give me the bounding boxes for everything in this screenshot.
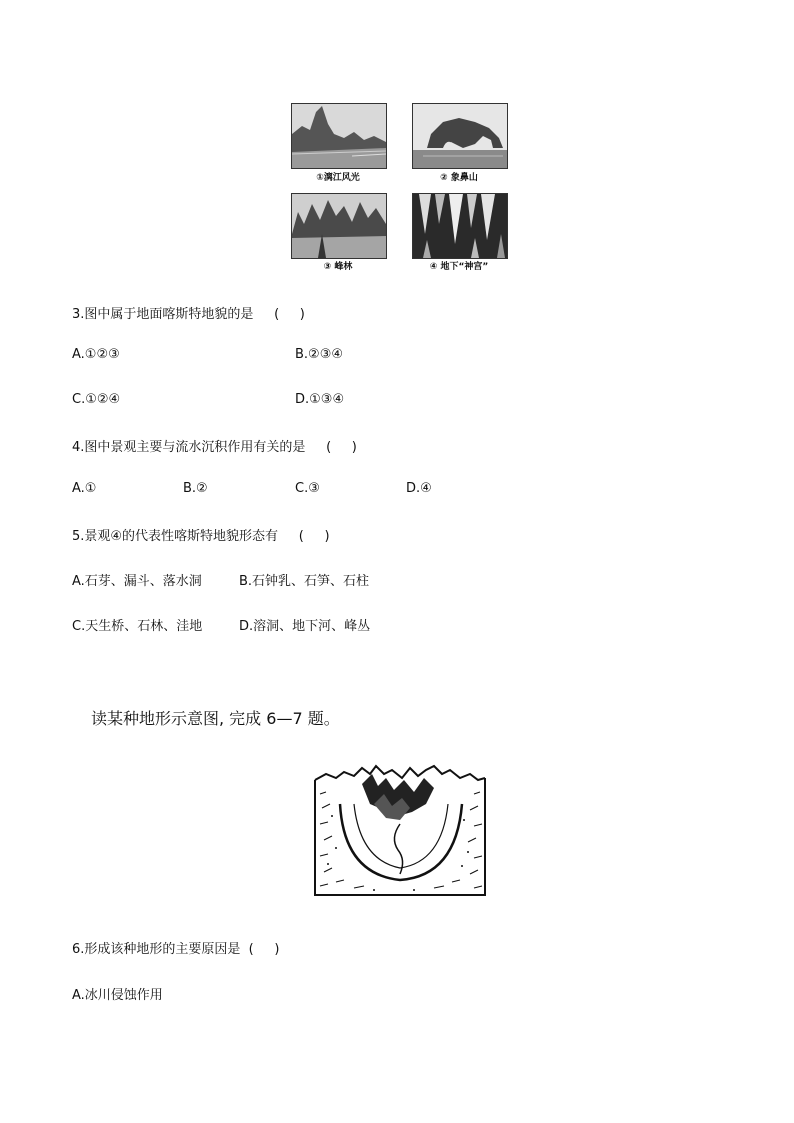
question-4-stem: 4.图中景观主要与流水沉积作用有关的是 ( ) [72,440,357,455]
figure-caption-4: ④ 地下“神宫” [429,262,489,272]
question-5-option-c: C.天生桥、石林、洼地 [72,619,203,634]
figure-caption-1: ①漓江风光 [316,173,360,183]
question-5-option-a: A.石芽、漏斗、落水洞 [72,574,202,589]
peak-forest-photo [291,193,387,259]
question-5-option-b: B.石钟乳、石笋、石柱 [239,574,370,589]
question-3-option-a: A.①②③ [72,347,120,362]
question-4-option-b: B.② [183,481,208,496]
underground-cave-photo [412,193,508,259]
elephant-trunk-hill-photo [412,103,508,169]
figure-caption-2: ② 象鼻山 [440,173,478,183]
question-6-option-a: A.冰川侵蚀作用 [72,988,163,1003]
question-4-option-c: C.③ [295,481,320,496]
glacial-valley-diagram [314,764,486,896]
section-intro: 读某种地形示意图, 完成 6—7 题。 [91,709,340,728]
figure-caption-3: ③ 峰林 [323,262,353,272]
question-3-option-d: D.①③④ [295,392,345,407]
question-4-option-a: A.① [72,481,97,496]
question-5-stem: 5.景观④的代表性喀斯特地貌形态有 ( ) [72,529,330,544]
river-landscape-photo [291,103,387,169]
question-3-stem: 3.图中属于地面喀斯特地貌的是 ( ) [72,307,305,322]
question-3-option-c: C.①②④ [72,392,121,407]
question-4-option-d: D.④ [406,481,432,496]
question-6-stem: 6.形成该种地形的主要原因是 ( ) [72,942,280,957]
question-3-option-b: B.②③④ [295,347,344,362]
question-5-option-d: D.溶洞、地下河、峰丛 [239,619,371,634]
